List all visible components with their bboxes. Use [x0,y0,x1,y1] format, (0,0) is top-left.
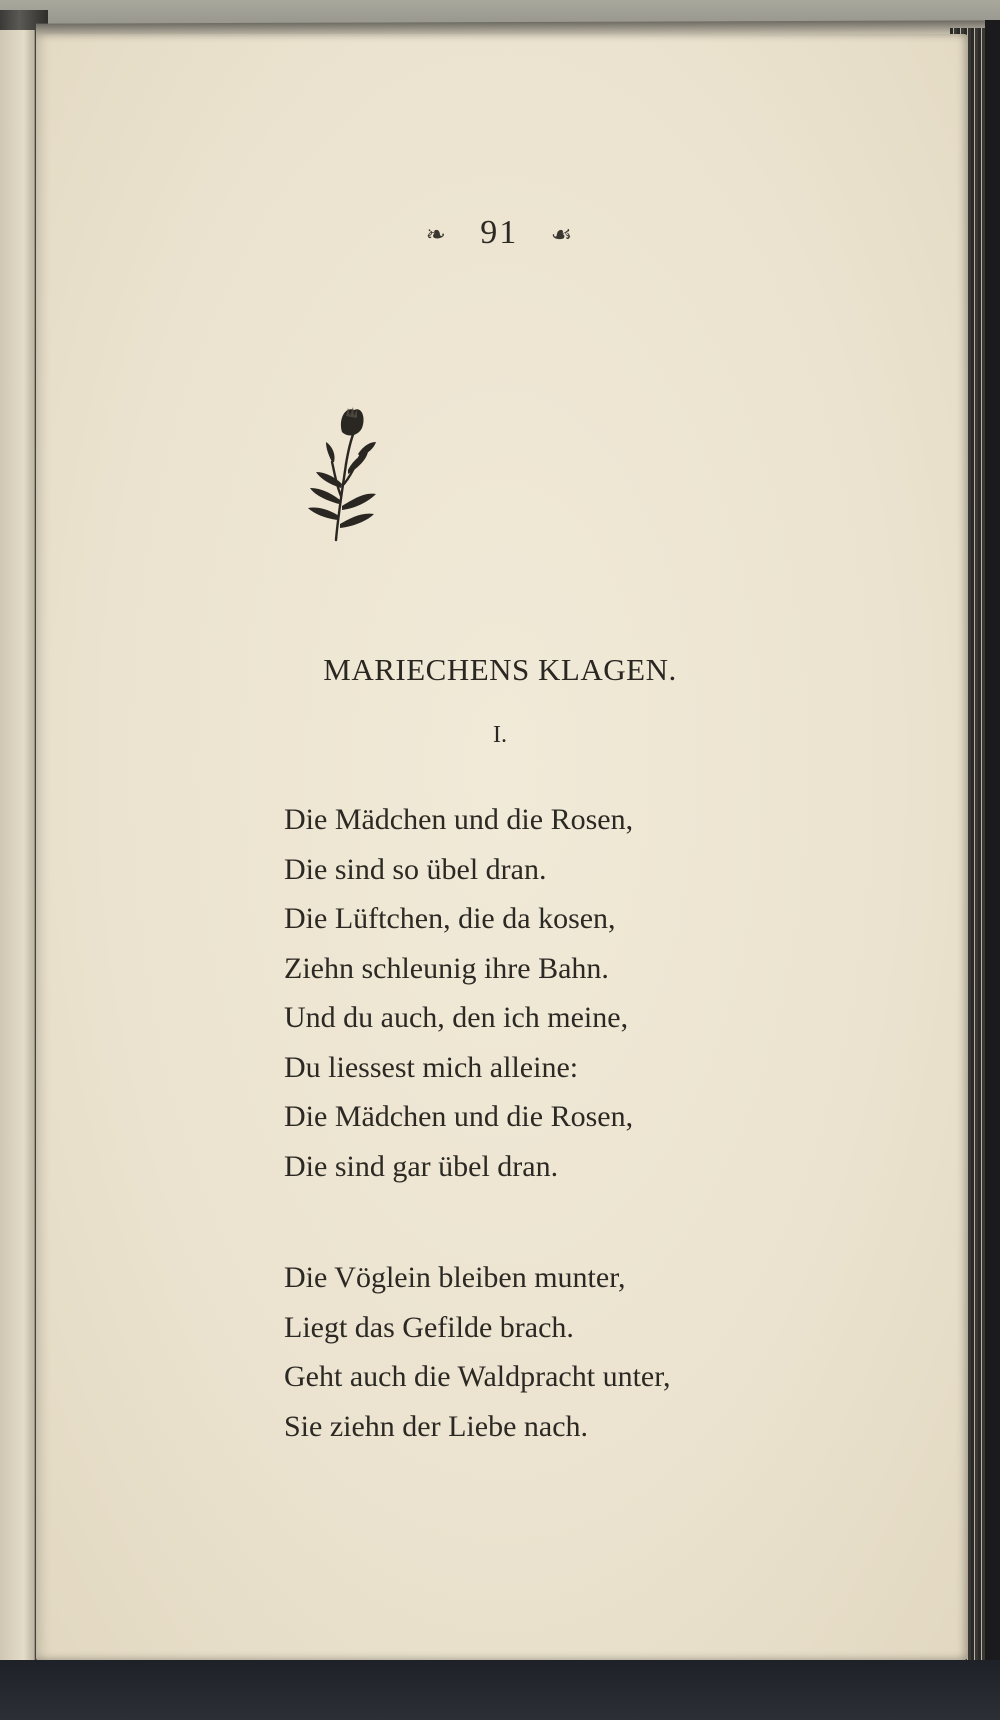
scanner-backdrop-bottom [0,1660,1000,1720]
ornament-right-icon: ☙ [550,222,575,249]
poem-title: MARIECHENS KLAGEN. [323,652,677,687]
poem-line: Liegt das Gefilde brach. [284,1310,574,1344]
poem-line: Die Vöglein bleiben munter, [284,1261,626,1294]
poem-line: Geht auch die Waldpracht unter, [284,1360,671,1393]
flower-sprig-icon [308,404,384,544]
section-number: I. [493,722,507,748]
poem-line: Du liessest mich alleine: [284,1050,579,1084]
poem-line: Die Lüftchen, die da kosen, [284,902,616,935]
stanza-1 [284,795,633,1191]
poem-line: Ziehn schleunig ihre Bahn. [284,951,609,985]
poem-line: Und du auch, den ich meine, [284,1001,629,1034]
page-number: 91 [480,214,519,251]
ornament-left-icon: ❧ [425,222,448,249]
poem-line: Die sind gar übel dran. [284,1149,559,1183]
stanza-2 [284,1253,671,1451]
book-cover-right [985,20,1000,1700]
page-header [0,214,1000,252]
previous-page-edge [0,30,35,1670]
poem-line: Die sind so übel dran. [284,852,547,886]
poem-line: Die Mädchen und die Rosen, [284,803,634,836]
poem-line: Die Mädchen und die Rosen, [284,1100,634,1133]
poem-line: Sie ziehn der Liebe nach. [284,1409,589,1443]
